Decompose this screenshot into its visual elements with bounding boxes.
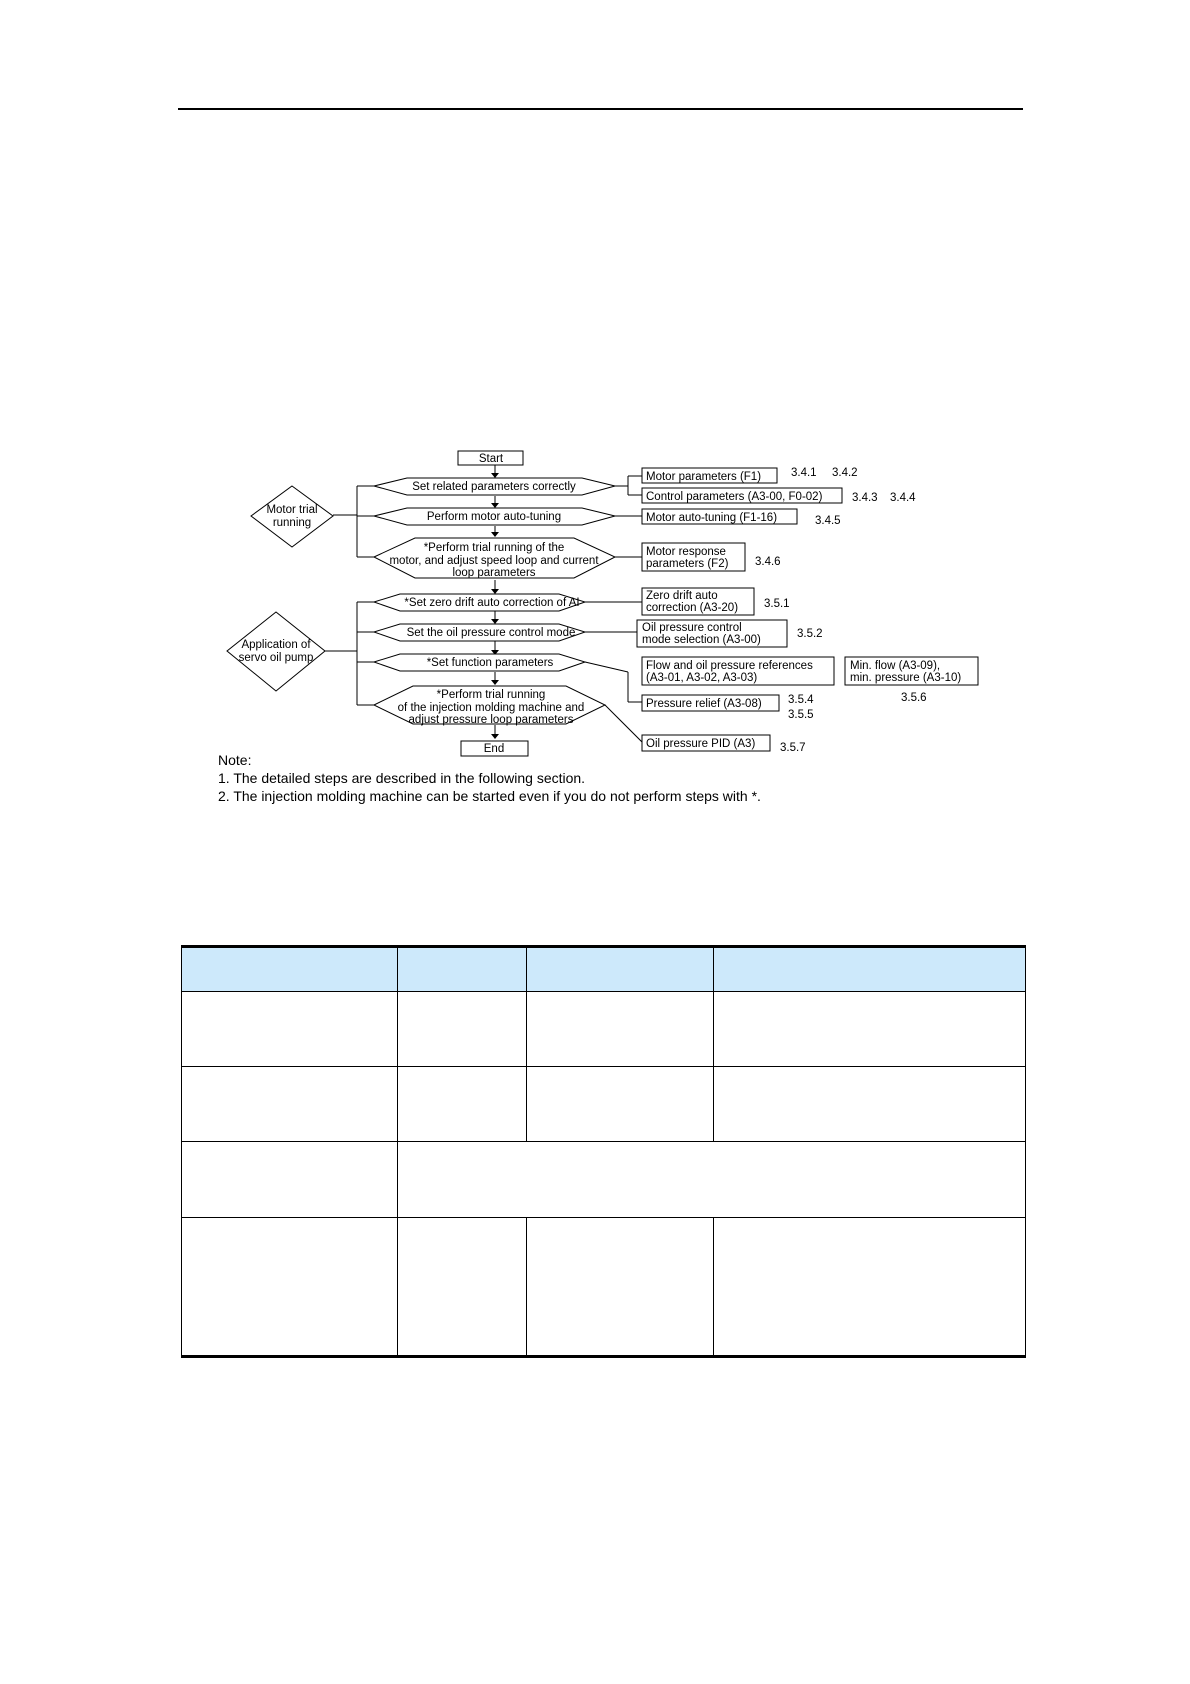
- table-row: [182, 1067, 1026, 1142]
- table-cell: [398, 992, 527, 1067]
- table-header-cell: [182, 947, 398, 992]
- step-label: Perform motor auto-tuning: [426, 511, 562, 523]
- section-ref: 3.4.2: [832, 467, 858, 479]
- table-cell: [182, 1142, 398, 1217]
- table-cell: [527, 992, 714, 1067]
- param-label: Motor response parameters (F2): [646, 546, 729, 570]
- end-label: End: [483, 743, 505, 755]
- step-label: *Perform trial running of the motor, and adjust speed loop and current loop parameters: [389, 542, 599, 579]
- table-header-cell: [714, 947, 1026, 992]
- table-cell: [182, 1217, 398, 1356]
- section-ref: 3.5.1: [764, 598, 790, 610]
- note-item: 1. The detailed steps are described in the following section.: [218, 770, 586, 786]
- table-header-cell: [527, 947, 714, 992]
- table-cell: [182, 1067, 398, 1142]
- table-cell: [714, 1067, 1026, 1142]
- section-ref: 3.5.7: [780, 742, 806, 754]
- section-ref: 3.4.1: [791, 467, 817, 479]
- parameter-table: [181, 945, 1026, 1358]
- section-ref: 3.5.6: [901, 692, 927, 704]
- table-row: [182, 1217, 1026, 1356]
- section-ref: 3.4.5: [815, 515, 841, 527]
- notes-title: Note:: [218, 752, 252, 768]
- table-row: [182, 992, 1026, 1067]
- servo-pump-label: Application of servo oil pump: [238, 639, 314, 664]
- table-cell: [182, 992, 398, 1067]
- note-item: 2. The injection molding machine can be started even if you do not perform steps with *.: [218, 788, 761, 804]
- start-label: Start: [478, 453, 504, 465]
- motor-trial-label: Motor trial running: [266, 504, 318, 529]
- table-cell: [398, 1217, 527, 1356]
- step-label: Set the oil pressure control mode: [406, 627, 576, 639]
- table-row: [182, 1142, 1026, 1217]
- param-label: Motor auto-tuning (F1-16): [646, 512, 778, 524]
- section-ref: 3.4.4: [890, 492, 916, 504]
- param-label: Zero drift auto correction (A3-20): [646, 590, 739, 614]
- section-ref: 3.5.2: [797, 628, 823, 640]
- section-ref: 3.4.3: [852, 492, 878, 504]
- table-header-cell: [398, 947, 527, 992]
- step-label: *Set zero drift auto correction of AI: [404, 597, 580, 609]
- param-label: Oil pressure control mode selection (A3-00): [642, 622, 761, 646]
- table-cell: [398, 1142, 1026, 1217]
- param-label: Motor parameters (F1): [646, 471, 762, 483]
- step-label: *Perform trial running of the injection molding machine and adjust pressure loop parameters: [397, 689, 585, 726]
- param-label: Pressure relief (A3-08): [646, 698, 762, 710]
- param-label: Oil pressure PID (A3): [646, 738, 756, 750]
- table-header-row: [182, 947, 1026, 992]
- section-ref: 3.5.4: [788, 694, 814, 706]
- param-label: Flow and oil pressure references (A3-01, A3-02, A3-03): [646, 660, 813, 684]
- step-label: Set related parameters correctly: [412, 481, 576, 493]
- commissioning-flowchart: [0, 0, 1190, 800]
- table-cell: [714, 1217, 1026, 1356]
- section-ref: 3.5.5: [788, 709, 814, 721]
- param-label: Min. flow (A3-09), min. pressure (A3-10): [850, 660, 962, 684]
- table-cell: [527, 1067, 714, 1142]
- section-ref: 3.4.6: [755, 556, 781, 568]
- flowchart-notes: [218, 751, 761, 805]
- step-label: *Set function parameters: [426, 657, 554, 669]
- table-cell: [527, 1217, 714, 1356]
- table-cell: [398, 1067, 527, 1142]
- param-label: Control parameters (A3-00, F0-02): [646, 491, 823, 503]
- table-cell: [714, 992, 1026, 1067]
